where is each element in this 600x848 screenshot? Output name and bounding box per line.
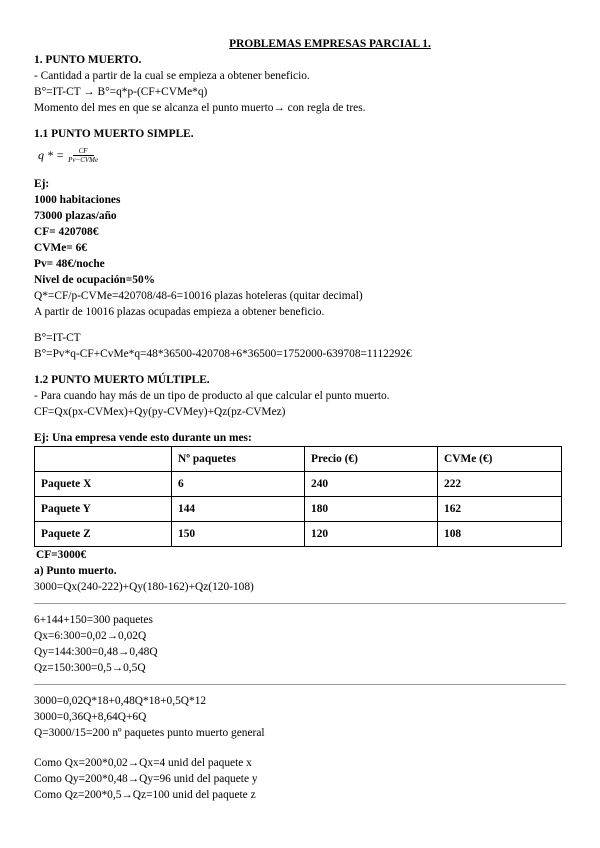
- table-header-row: [35, 447, 562, 472]
- text-line: Qy=144:300=0,48→0,48Q: [34, 646, 158, 658]
- table-cell: 6: [172, 472, 305, 497]
- document-title: PROBLEMAS EMPRESAS PARCIAL 1.: [229, 38, 431, 50]
- table-cell: Paquete X: [35, 472, 172, 497]
- formula-denominator: Pv−CVMe: [68, 155, 99, 164]
- text-line: - Para cuando hay más de un tipo de producto al que calcular el punto muerto.: [34, 390, 390, 402]
- table-cell: 180: [305, 497, 438, 522]
- formula-left: q * =: [38, 148, 65, 162]
- table-cell: 120: [305, 522, 438, 547]
- table-cell: 108: [438, 522, 562, 547]
- example-label: Ej:: [34, 178, 50, 190]
- text-line: B°=IT-CT → B°=q*p-(CF+CVMe*q): [34, 86, 208, 98]
- text-line: B°=IT-CT: [34, 332, 81, 344]
- subsection-a-heading: a) Punto muerto.: [34, 565, 117, 577]
- break-even-formula: [34, 142, 566, 168]
- text-line: Como Qx=200*0,02→Qx=4 unid del paquete x: [34, 757, 252, 769]
- table-header-cell: CVMe (€): [438, 447, 562, 472]
- table-cell: 144: [172, 497, 305, 522]
- document-page: [34, 36, 566, 803]
- text-line: A partir de 10016 plazas ocupadas empieza a obtener beneficio.: [34, 306, 325, 318]
- formula-numerator: CF: [73, 147, 94, 156]
- fixed-cost-line: CF=3000€: [36, 549, 87, 561]
- table-cell: Paquete Y: [35, 497, 172, 522]
- text-line: CF=Qx(px-CVMex)+Qy(py-CVMey)+Qz(pz-CVMez): [34, 406, 286, 418]
- text-line: Q=3000/15=200 nº paquetes punto muerto general: [34, 727, 265, 739]
- table-cell: 150: [172, 522, 305, 547]
- example-data: Nivel de ocupación=50%: [34, 274, 156, 286]
- text-line: 3000=Qx(240-222)+Qy(180-162)+Qz(120-108): [34, 581, 254, 593]
- section-1-2-heading: 1.2 PUNTO MUERTO MÚLTIPLE.: [34, 374, 210, 386]
- table-row: [35, 522, 562, 547]
- table-cell: Paquete Z: [35, 522, 172, 547]
- divider: [34, 603, 566, 604]
- table-cell: 162: [438, 497, 562, 522]
- text-line: B°=Pv*q-CF+CvMe*q=48*36500-420708+6*36500=1752000-639708=1112292€: [34, 348, 412, 360]
- example-data: 1000 habitaciones: [34, 194, 121, 206]
- text-line: Como Qz=200*0,5→Qz=100 unid del paquete z: [34, 789, 256, 801]
- example-data: 73000 plazas/año: [34, 210, 117, 222]
- section-1-heading: 1. PUNTO MUERTO.: [34, 54, 142, 66]
- table-cell: 222: [438, 472, 562, 497]
- example-data: CF= 420708€: [34, 226, 99, 238]
- text-line: Como Qy=200*0,48→Qy=96 unid del paquete y: [34, 773, 258, 785]
- text-line: 6+144+150=300 paquetes: [34, 614, 153, 626]
- table-header-cell: Precio (€): [305, 447, 438, 472]
- text-line: Qz=150:300=0,5→0,5Q: [34, 662, 146, 674]
- text-line: Momento del mes en que se alcanza el punto muerto→ con regla de tres.: [34, 102, 366, 114]
- text-line: 3000=0,36Q+8,64Q+6Q: [34, 711, 147, 723]
- text-line: Qx=6:300=0,02→0,02Q: [34, 630, 147, 642]
- text-line: - Cantidad a partir de la cual se empieza a obtener beneficio.: [34, 70, 310, 82]
- example-data: CVMe= 6€: [34, 242, 87, 254]
- table-header-cell: [35, 447, 172, 472]
- packages-table: [34, 446, 562, 547]
- example-data: Pv= 48€/noche: [34, 258, 105, 270]
- formula-fraction: [68, 147, 98, 164]
- text-line: 3000=0,02Q*18+0,48Q*18+0,5Q*12: [34, 695, 207, 707]
- table-header-cell: Nº paquetes: [172, 447, 305, 472]
- table-cell: 240: [305, 472, 438, 497]
- text-line: Q*=CF/p-CVMe=420708/48-6=10016 plazas hoteleras (quitar decimal): [34, 290, 363, 302]
- section-1-1-heading: 1.1 PUNTO MUERTO SIMPLE.: [34, 128, 194, 140]
- table-row: [35, 472, 562, 497]
- example-heading: Ej: Una empresa vende esto durante un mes:: [34, 432, 252, 444]
- divider: [34, 684, 566, 685]
- table-row: [35, 497, 562, 522]
